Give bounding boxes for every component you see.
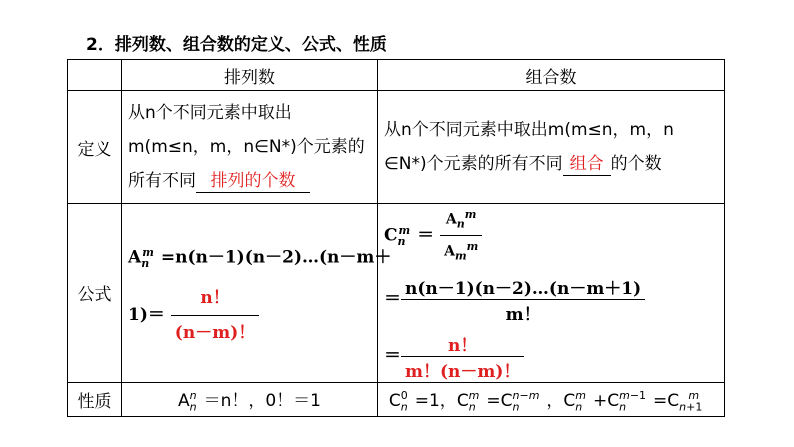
table-row-definition (68, 91, 725, 204)
perm-prop-symbol: A (177, 390, 190, 411)
perm-formula-product: =n(n－1)(n－2)…(n－m＋ (160, 247, 392, 268)
perm-frac-denominator: (n－m)！ (174, 322, 256, 343)
perm-formula-cell (122, 204, 392, 383)
section-heading: 2．排列数、组合数的定义、公式、性质 (86, 35, 387, 55)
comb-formula-line-1: $C_n^m$ ＝ $\frac{A_n^m}{A_m^m}$ (384, 204, 718, 268)
comb-def-line-2 (384, 147, 718, 181)
comb-formula-line-2: ＝ $\frac{n(n-1)(n-2)\dots(n-m+1)}{m!}$ (384, 274, 718, 325)
perm-property-cell: $A_n^n =n$！，0！＝1 (122, 382, 378, 416)
comb-def-text-3: 的个数 (610, 154, 662, 174)
comb-frac-factorial-den: m！(n－m)！ (405, 361, 521, 382)
perm-formula-tail: 1)＝ (128, 304, 165, 325)
comb-def-line-1: 从n个不同元素中取出m(m≤n，m，n (384, 120, 674, 140)
row-label-formula: 公式 (68, 204, 122, 383)
perm-def-line-3 (128, 164, 371, 198)
perm-formula-line-1: $A_n^m$ =n(n－1)(n－2)…(n－m＋ (128, 245, 392, 270)
row-label-property: 性质 (68, 382, 122, 416)
perm-frac-numerator: n！ (171, 281, 259, 316)
table-row-formula (68, 204, 725, 383)
comb-def-answer-blank: 组合 (563, 153, 611, 176)
comb-frac-ratio-den: $A_m^m$ (444, 240, 479, 263)
formula-table (67, 59, 725, 417)
perm-formula-fraction (171, 281, 259, 350)
perm-def-text-3: 所有不同 (128, 171, 196, 191)
header-combination: 组合数 (378, 60, 725, 91)
comb-formula-cell (378, 204, 725, 383)
perm-def-answer-blank: 排列的个数 (196, 170, 310, 193)
table-header-row (68, 60, 725, 91)
header-empty (68, 60, 122, 91)
comb-frac-factorial-num: n！ (401, 331, 524, 357)
comb-frac-product-den: m！ (505, 304, 541, 325)
comb-def-text-2: ∈N*)个元素的所有不同 (384, 154, 563, 174)
comb-property-cell: $C_n^0 =1$，$C_n^m =C_n^{n-m}$ ，$C_n^m +C_n^{m-1} =C_{n+1}^m$ (378, 382, 725, 416)
table-row-property (68, 382, 725, 416)
comb-formula-line-3: ＝ $\frac{n!}{m!(n-m)!}$ (384, 331, 718, 382)
comb-frac-product (401, 274, 645, 325)
header-permutation: 排列数 (122, 60, 378, 91)
comb-frac-factorial (401, 331, 524, 382)
comb-frac-product-num: n(n－1)(n－2)…(n－m＋1) (401, 274, 645, 300)
comb-frac-ratio (440, 204, 482, 268)
perm-def-line-2: m(m≤n，m，n∈N*)个元素的 (128, 137, 365, 157)
row-label-definition: 定义 (68, 91, 122, 204)
perm-prop-text: ＝n！，0！＝1 (203, 390, 321, 411)
perm-formula-line-2 (128, 281, 371, 350)
perm-def-line-1: 从n个不同元素中取出 (128, 103, 292, 123)
comb-symbol-c: C (384, 225, 398, 246)
perm-definition-cell (122, 91, 378, 204)
perm-symbol-a: A (128, 247, 142, 268)
comb-definition-cell (378, 91, 725, 204)
comb-frac-ratio-num: $A_n^m$ (440, 204, 482, 236)
